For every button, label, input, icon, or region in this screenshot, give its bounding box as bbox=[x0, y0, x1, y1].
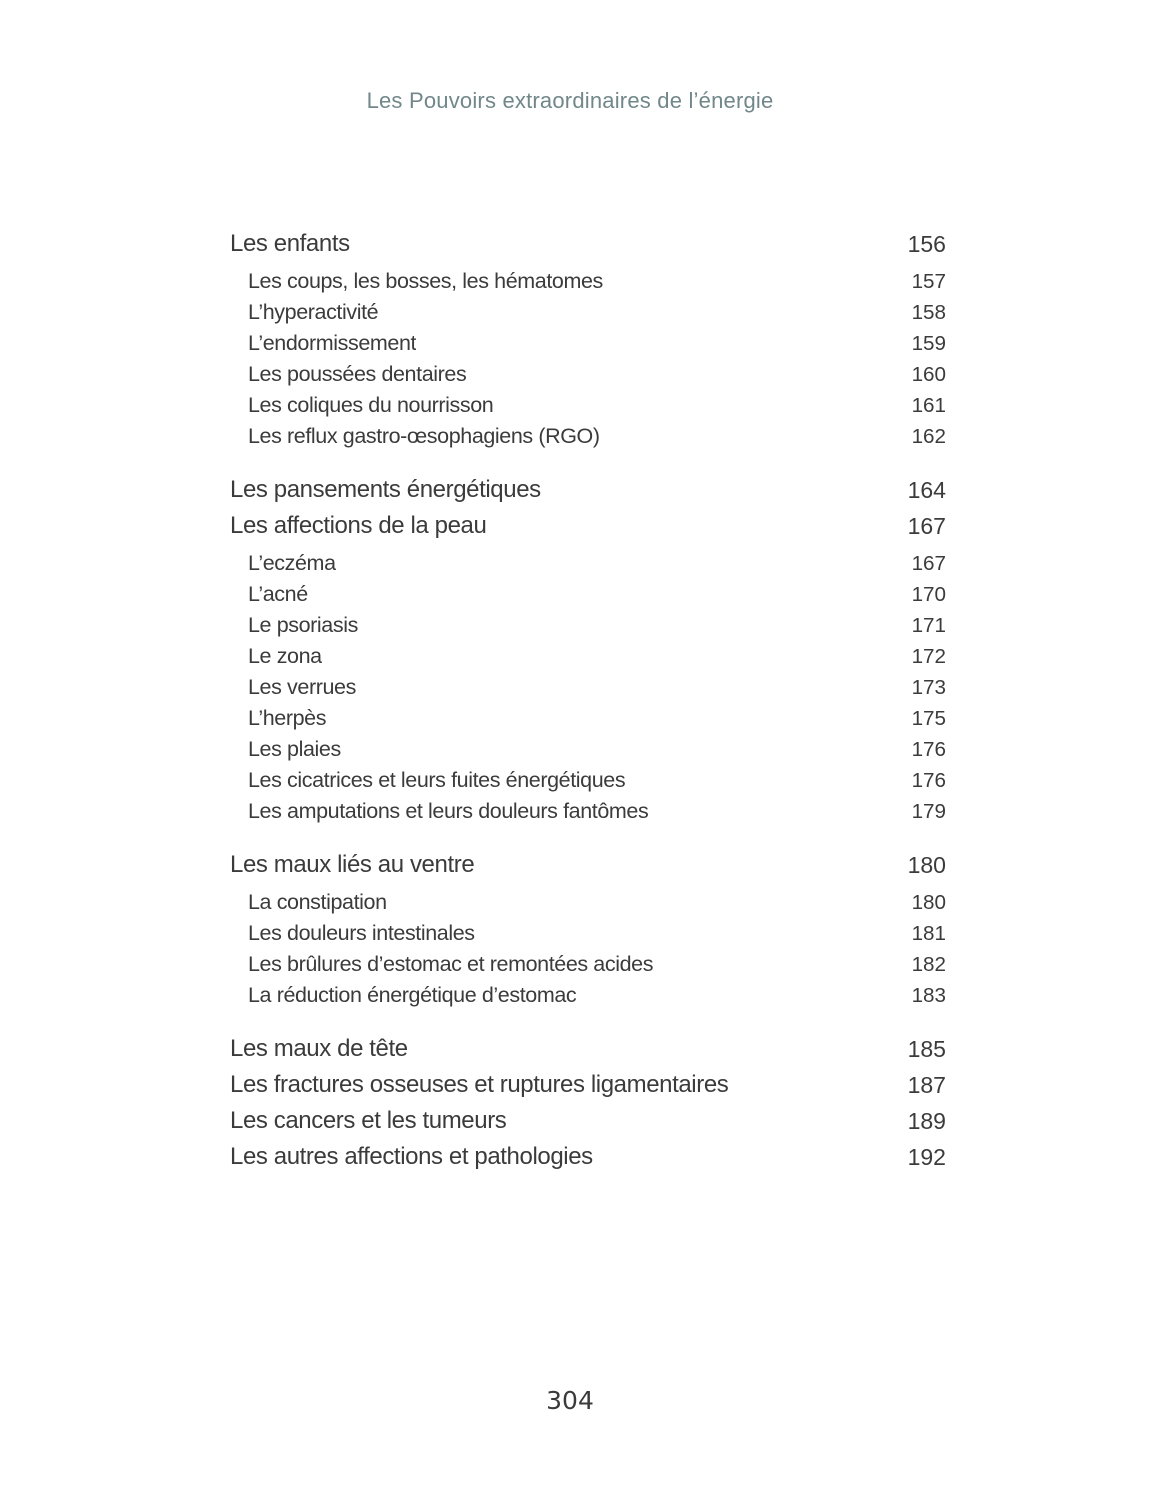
toc-entry bbox=[230, 887, 946, 918]
toc-entry-page-number: 180 bbox=[911, 890, 946, 914]
toc-entry-page-number: 160 bbox=[911, 362, 946, 386]
toc-entry-page-number: 189 bbox=[907, 1107, 946, 1134]
page-number-folio: 304 bbox=[546, 1386, 594, 1415]
toc-entry-page-number: 167 bbox=[907, 512, 946, 539]
toc-entry-label: Les brûlures d’estomac et remontées acides bbox=[248, 952, 654, 976]
toc-entry-label: Les amputations et leurs douleurs fantômes bbox=[248, 799, 649, 823]
toc-entry-label: Les maux de tête bbox=[230, 1035, 408, 1062]
toc-entry-page-number: 157 bbox=[911, 269, 946, 293]
table-of-contents bbox=[230, 226, 946, 1175]
toc-entry bbox=[230, 548, 946, 579]
toc-entry-label: L’acné bbox=[248, 582, 308, 606]
toc-entry-label: L’eczéma bbox=[248, 551, 336, 575]
toc-entry-page-number: 172 bbox=[911, 644, 946, 668]
toc-entry bbox=[230, 918, 946, 949]
toc-entry-label: Les cancers et les tumeurs bbox=[230, 1107, 507, 1134]
toc-entry bbox=[230, 949, 946, 980]
toc-entry-label: La constipation bbox=[248, 890, 387, 914]
toc-entry bbox=[230, 796, 946, 827]
toc-entry bbox=[230, 734, 946, 765]
toc-entry-label: La réduction énergétique d’estomac bbox=[248, 983, 577, 1007]
toc-entry-page-number: 176 bbox=[911, 768, 946, 792]
toc-entry-label: Les plaies bbox=[248, 737, 341, 761]
toc-entry-page-number: 156 bbox=[907, 230, 946, 257]
toc-entry-page-number: 176 bbox=[911, 737, 946, 761]
toc-entry-label: Les fractures osseuses et ruptures ligamentaires bbox=[230, 1071, 729, 1098]
toc-entry bbox=[230, 610, 946, 641]
toc-entry-label: Les maux liés au ventre bbox=[230, 851, 475, 878]
toc-entry-page-number: 173 bbox=[911, 675, 946, 699]
toc-entry bbox=[230, 1103, 946, 1139]
toc-entry bbox=[230, 641, 946, 672]
toc-entry bbox=[230, 472, 946, 508]
toc-entry-label: Les coliques du nourrisson bbox=[248, 393, 494, 417]
toc-entry-label: Les affections de la peau bbox=[230, 512, 487, 539]
toc-entry-page-number: 171 bbox=[911, 613, 946, 637]
toc-entry-label: Les coups, les bosses, les hématomes bbox=[248, 269, 603, 293]
toc-entry-label: Les verrues bbox=[248, 675, 356, 699]
toc-entry bbox=[230, 390, 946, 421]
toc-entry-label: Les enfants bbox=[230, 230, 350, 257]
toc-entry bbox=[230, 266, 946, 297]
toc-entry-page-number: 175 bbox=[911, 706, 946, 730]
toc-entry-label: Les pansements énergétiques bbox=[230, 476, 541, 503]
toc-entry bbox=[230, 328, 946, 359]
toc-entry-page-number: 185 bbox=[907, 1035, 946, 1062]
toc-entry bbox=[230, 672, 946, 703]
toc-entry-page-number: 164 bbox=[907, 476, 946, 503]
toc-entry bbox=[230, 703, 946, 734]
toc-entry-page-number: 161 bbox=[911, 393, 946, 417]
toc-entry-page-number: 192 bbox=[907, 1143, 946, 1170]
toc-entry bbox=[230, 847, 946, 883]
toc-entry-page-number: 179 bbox=[911, 799, 946, 823]
toc-entry-label: Le zona bbox=[248, 644, 322, 668]
toc-entry-label: Les reflux gastro-œsophagiens (RGO) bbox=[248, 424, 600, 448]
toc-entry-page-number: 180 bbox=[907, 851, 946, 878]
toc-entry-page-number: 167 bbox=[911, 551, 946, 575]
toc-entry bbox=[230, 1031, 946, 1067]
toc-entry-label: Les autres affections et pathologies bbox=[230, 1143, 593, 1170]
toc-entry bbox=[230, 1067, 946, 1103]
toc-entry-page-number: 182 bbox=[911, 952, 946, 976]
toc-entry bbox=[230, 508, 946, 544]
toc-entry-page-number: 170 bbox=[911, 582, 946, 606]
toc-entry-label: L’endormissement bbox=[248, 331, 417, 355]
toc-entry bbox=[230, 980, 946, 1011]
toc-entry-label: Les poussées dentaires bbox=[248, 362, 467, 386]
toc-entry bbox=[230, 1139, 946, 1175]
toc-entry-label: Les cicatrices et leurs fuites énergétiques bbox=[248, 768, 626, 792]
toc-entry-label: Les douleurs intestinales bbox=[248, 921, 475, 945]
toc-entry-page-number: 162 bbox=[911, 424, 946, 448]
toc-entry bbox=[230, 297, 946, 328]
toc-entry-page-number: 159 bbox=[911, 331, 946, 355]
toc-entry-page-number: 183 bbox=[911, 983, 946, 1007]
running-header: Les Pouvoirs extraordinaires de l’énergie bbox=[366, 88, 774, 113]
toc-entry bbox=[230, 359, 946, 390]
toc-entry-label: L’herpès bbox=[248, 706, 327, 730]
toc-entry-page-number: 187 bbox=[907, 1071, 946, 1098]
toc-entry-page-number: 158 bbox=[911, 300, 946, 324]
toc-entry bbox=[230, 226, 946, 262]
toc-entry-label: Le psoriasis bbox=[248, 613, 358, 637]
toc-entry bbox=[230, 765, 946, 796]
toc-entry-page-number: 181 bbox=[911, 921, 946, 945]
toc-entry bbox=[230, 421, 946, 452]
toc-entry-label: L’hyperactivité bbox=[248, 300, 379, 324]
toc-entry bbox=[230, 579, 946, 610]
